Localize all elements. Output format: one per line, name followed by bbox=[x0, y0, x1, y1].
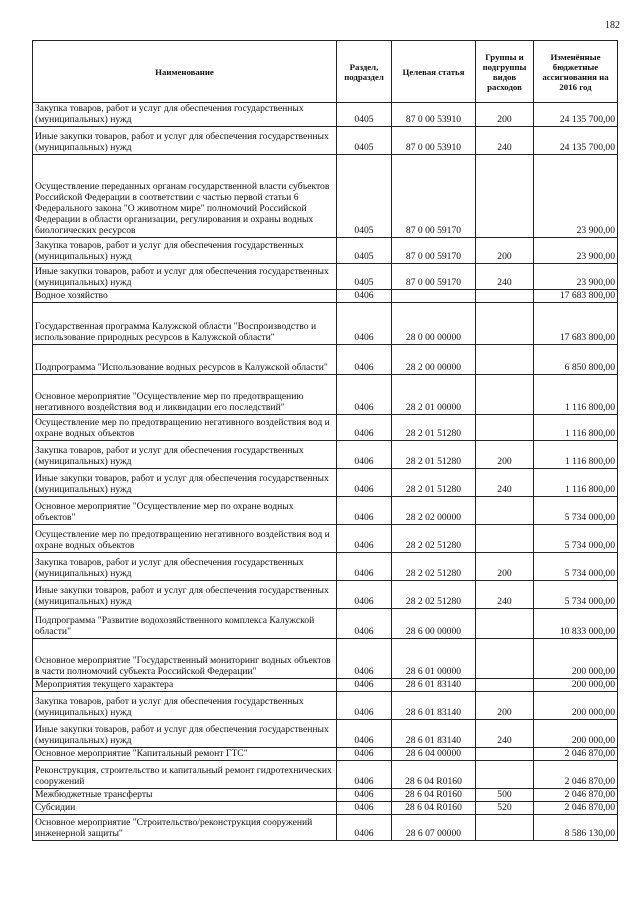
cell-section: 0406 bbox=[337, 375, 392, 415]
cell-amount: 17 683 800,00 bbox=[534, 290, 618, 303]
cell-section: 0406 bbox=[337, 789, 392, 802]
cell-group bbox=[476, 497, 534, 525]
cell-section: 0406 bbox=[337, 415, 392, 441]
table-row bbox=[33, 748, 618, 761]
table-row bbox=[33, 639, 618, 679]
table-row bbox=[33, 238, 618, 264]
cell-name: Осуществление переданных органам государственной власти субъектов Российской Федерации в соответствии с частью первой статьи 6 Федерального закона "О животном мире" полномочий Российской Федерации в области организации, регулирования и охраны водных биологических ресурсов bbox=[33, 155, 337, 238]
cell-group: 200 bbox=[476, 692, 534, 720]
cell-name: Закупка товаров, работ и услуг для обеспечения государственных (муниципальных) нужд bbox=[33, 441, 337, 469]
table-body bbox=[33, 103, 618, 841]
cell-section: 0406 bbox=[337, 815, 392, 841]
cell-target: 28 2 01 51280 bbox=[392, 469, 476, 497]
cell-amount: 6 850 800,00 bbox=[534, 345, 618, 375]
table-row bbox=[33, 497, 618, 525]
cell-amount: 2 046 870,00 bbox=[534, 789, 618, 802]
table-row bbox=[33, 679, 618, 692]
cell-section: 0406 bbox=[337, 441, 392, 469]
cell-target: 28 6 07 00000 bbox=[392, 815, 476, 841]
cell-target: 28 6 04 R0160 bbox=[392, 789, 476, 802]
cell-target: 28 6 01 83140 bbox=[392, 720, 476, 748]
table-row bbox=[33, 441, 618, 469]
cell-name: Межбюджетные трансферты bbox=[33, 789, 337, 802]
cell-target: 28 0 00 00000 bbox=[392, 303, 476, 345]
cell-target: 28 2 02 00000 bbox=[392, 497, 476, 525]
cell-amount: 1 116 800,00 bbox=[534, 469, 618, 497]
cell-group: 240 bbox=[476, 720, 534, 748]
cell-section: 0406 bbox=[337, 692, 392, 720]
cell-amount: 8 586 130,00 bbox=[534, 815, 618, 841]
cell-name: Закупка товаров, работ и услуг для обеспечения государственных (муниципальных) нужд bbox=[33, 692, 337, 720]
cell-section: 0406 bbox=[337, 679, 392, 692]
table-row bbox=[33, 345, 618, 375]
cell-target: 28 2 02 51280 bbox=[392, 553, 476, 581]
cell-amount: 5 734 000,00 bbox=[534, 581, 618, 609]
cell-name: Осуществление мер по предотвращению негативного воздействия вод и охране водных объектов bbox=[33, 415, 337, 441]
cell-section: 0406 bbox=[337, 609, 392, 639]
cell-group bbox=[476, 525, 534, 553]
cell-name: Осуществление мер по предотвращению негативного воздействия вод и охране водных объектов bbox=[33, 525, 337, 553]
cell-target: 28 6 00 00000 bbox=[392, 609, 476, 639]
cell-target: 28 6 04 R0160 bbox=[392, 761, 476, 789]
cell-amount: 200 000,00 bbox=[534, 679, 618, 692]
table-row bbox=[33, 155, 618, 238]
cell-name: Основное мероприятие "Строительство/реконструкция сооружений инженерной защиты" bbox=[33, 815, 337, 841]
table-row bbox=[33, 761, 618, 789]
cell-group: 500 bbox=[476, 789, 534, 802]
cell-target: 87 0 00 59170 bbox=[392, 238, 476, 264]
cell-name: Основное мероприятие "Осуществление мер по охране водных объектов" bbox=[33, 497, 337, 525]
cell-amount: 23 900,00 bbox=[534, 155, 618, 238]
cell-name: Мероприятия текущего характера bbox=[33, 679, 337, 692]
cell-name: Субсидии bbox=[33, 802, 337, 815]
cell-group bbox=[476, 303, 534, 345]
table-row bbox=[33, 264, 618, 290]
cell-amount: 2 046 870,00 bbox=[534, 802, 618, 815]
cell-section: 0406 bbox=[337, 720, 392, 748]
cell-group bbox=[476, 748, 534, 761]
cell-group: 240 bbox=[476, 581, 534, 609]
table-row bbox=[33, 127, 618, 155]
cell-group: 200 bbox=[476, 103, 534, 127]
cell-section: 0406 bbox=[337, 525, 392, 553]
header-target: Целевая статья bbox=[392, 41, 476, 103]
cell-group: 240 bbox=[476, 469, 534, 497]
cell-section: 0405 bbox=[337, 103, 392, 127]
cell-group bbox=[476, 609, 534, 639]
cell-amount: 1 116 800,00 bbox=[534, 415, 618, 441]
cell-section: 0405 bbox=[337, 127, 392, 155]
cell-amount: 23 900,00 bbox=[534, 238, 618, 264]
table-row bbox=[33, 815, 618, 841]
cell-section: 0406 bbox=[337, 748, 392, 761]
cell-section: 0406 bbox=[337, 290, 392, 303]
cell-amount: 2 046 870,00 bbox=[534, 748, 618, 761]
cell-target: 87 0 00 59170 bbox=[392, 155, 476, 238]
table-row bbox=[33, 720, 618, 748]
cell-group: 240 bbox=[476, 127, 534, 155]
table-row bbox=[33, 581, 618, 609]
cell-group bbox=[476, 345, 534, 375]
cell-name: Иные закупки товаров, работ и услуг для обеспечения государственных (муниципальных) нужд bbox=[33, 720, 337, 748]
cell-target: 28 6 01 83140 bbox=[392, 679, 476, 692]
cell-name: Государственная программа Калужской области "Воспроизводство и использование природных ресурсов в Калужской области" bbox=[33, 303, 337, 345]
cell-target: 28 2 01 51280 bbox=[392, 441, 476, 469]
cell-amount: 200 000,00 bbox=[534, 639, 618, 679]
cell-target: 28 2 02 51280 bbox=[392, 525, 476, 553]
cell-section: 0405 bbox=[337, 264, 392, 290]
header-name: Наименование bbox=[33, 41, 337, 103]
cell-section: 0406 bbox=[337, 497, 392, 525]
cell-group bbox=[476, 815, 534, 841]
header-section: Раздел, подраздел bbox=[337, 41, 392, 103]
cell-amount: 23 900,00 bbox=[534, 264, 618, 290]
table-row bbox=[33, 692, 618, 720]
table-row bbox=[33, 103, 618, 127]
table-row bbox=[33, 469, 618, 497]
cell-amount: 24 135 700,00 bbox=[534, 127, 618, 155]
table-row bbox=[33, 789, 618, 802]
cell-group bbox=[476, 290, 534, 303]
cell-name: Иные закупки товаров, работ и услуг для обеспечения государственных (муниципальных) нужд bbox=[33, 264, 337, 290]
cell-section: 0405 bbox=[337, 238, 392, 264]
cell-target: 28 6 01 83140 bbox=[392, 692, 476, 720]
table-row bbox=[33, 553, 618, 581]
cell-amount: 5 734 000,00 bbox=[534, 553, 618, 581]
cell-name: Закупка товаров, работ и услуг для обеспечения государственных (муниципальных) нужд bbox=[33, 238, 337, 264]
cell-section: 0406 bbox=[337, 639, 392, 679]
cell-target: 87 0 00 53910 bbox=[392, 127, 476, 155]
page-number: 182 bbox=[605, 20, 620, 31]
cell-amount: 5 734 000,00 bbox=[534, 497, 618, 525]
table-header-row bbox=[33, 41, 618, 103]
cell-target: 87 0 00 53910 bbox=[392, 103, 476, 127]
cell-target: 28 6 04 R0160 bbox=[392, 802, 476, 815]
cell-section: 0406 bbox=[337, 469, 392, 497]
cell-name: Иные закупки товаров, работ и услуг для обеспечения государственных (муниципальных) нужд bbox=[33, 469, 337, 497]
cell-section: 0406 bbox=[337, 761, 392, 789]
table-row bbox=[33, 415, 618, 441]
cell-amount: 24 135 700,00 bbox=[534, 103, 618, 127]
cell-name: Реконструкция, строительство и капитальный ремонт гидротехнических сооружений bbox=[33, 761, 337, 789]
cell-target: 28 2 01 00000 bbox=[392, 375, 476, 415]
cell-amount: 17 683 800,00 bbox=[534, 303, 618, 345]
cell-group bbox=[476, 415, 534, 441]
table-row bbox=[33, 303, 618, 345]
cell-name: Водное хозяйство bbox=[33, 290, 337, 303]
cell-name: Закупка товаров, работ и услуг для обеспечения государственных (муниципальных) нужд bbox=[33, 103, 337, 127]
table-row bbox=[33, 375, 618, 415]
cell-group bbox=[476, 375, 534, 415]
table-row bbox=[33, 525, 618, 553]
cell-section: 0406 bbox=[337, 303, 392, 345]
cell-section: 0406 bbox=[337, 581, 392, 609]
cell-amount: 1 116 800,00 bbox=[534, 375, 618, 415]
cell-amount: 200 000,00 bbox=[534, 692, 618, 720]
header-group: Группы и подгруппы видов расходов bbox=[476, 41, 534, 103]
cell-name: Основное мероприятие "Государственный мониторинг водных объектов в части полномочий субъекта Российской Федерации" bbox=[33, 639, 337, 679]
cell-target: 28 6 04 00000 bbox=[392, 748, 476, 761]
cell-target: 87 0 00 59170 bbox=[392, 264, 476, 290]
cell-target bbox=[392, 290, 476, 303]
cell-name: Подпрограмма "Развитие водохозяйственного комплекса Калужской области" bbox=[33, 609, 337, 639]
cell-group bbox=[476, 761, 534, 789]
cell-target: 28 6 01 00000 bbox=[392, 639, 476, 679]
cell-amount: 1 116 800,00 bbox=[534, 441, 618, 469]
cell-group: 200 bbox=[476, 441, 534, 469]
table-row bbox=[33, 802, 618, 815]
cell-section: 0406 bbox=[337, 802, 392, 815]
cell-amount: 200 000,00 bbox=[534, 720, 618, 748]
cell-group: 200 bbox=[476, 553, 534, 581]
cell-name: Основное мероприятие "Капитальный ремонт ГТС" bbox=[33, 748, 337, 761]
cell-group bbox=[476, 155, 534, 238]
header-amount: Изменённые бюджетные ассигнования на 2016 год bbox=[534, 41, 618, 103]
cell-group bbox=[476, 679, 534, 692]
cell-name: Иные закупки товаров, работ и услуг для обеспечения государственных (муниципальных) нужд bbox=[33, 127, 337, 155]
cell-group: 240 bbox=[476, 264, 534, 290]
table-row bbox=[33, 290, 618, 303]
cell-group: 200 bbox=[476, 238, 534, 264]
cell-target: 28 2 02 51280 bbox=[392, 581, 476, 609]
cell-group: 520 bbox=[476, 802, 534, 815]
cell-target: 28 2 01 51280 bbox=[392, 415, 476, 441]
cell-section: 0406 bbox=[337, 345, 392, 375]
cell-name: Иные закупки товаров, работ и услуг для обеспечения государственных (муниципальных) нужд bbox=[33, 581, 337, 609]
cell-section: 0405 bbox=[337, 155, 392, 238]
cell-target: 28 2 00 00000 bbox=[392, 345, 476, 375]
cell-name: Основное мероприятие "Осуществление мер по предотвращению негативного воздействия вод и ликвидации его последствий" bbox=[33, 375, 337, 415]
cell-amount: 5 734 000,00 bbox=[534, 525, 618, 553]
cell-name: Закупка товаров, работ и услуг для обеспечения государственных (муниципальных) нужд bbox=[33, 553, 337, 581]
cell-name: Подпрограмма "Использование водных ресурсов в Калужской области" bbox=[33, 345, 337, 375]
cell-section: 0406 bbox=[337, 553, 392, 581]
table-row bbox=[33, 609, 618, 639]
budget-table bbox=[32, 40, 618, 841]
cell-amount: 10 833 000,00 bbox=[534, 609, 618, 639]
cell-amount: 2 046 870,00 bbox=[534, 761, 618, 789]
cell-group bbox=[476, 639, 534, 679]
